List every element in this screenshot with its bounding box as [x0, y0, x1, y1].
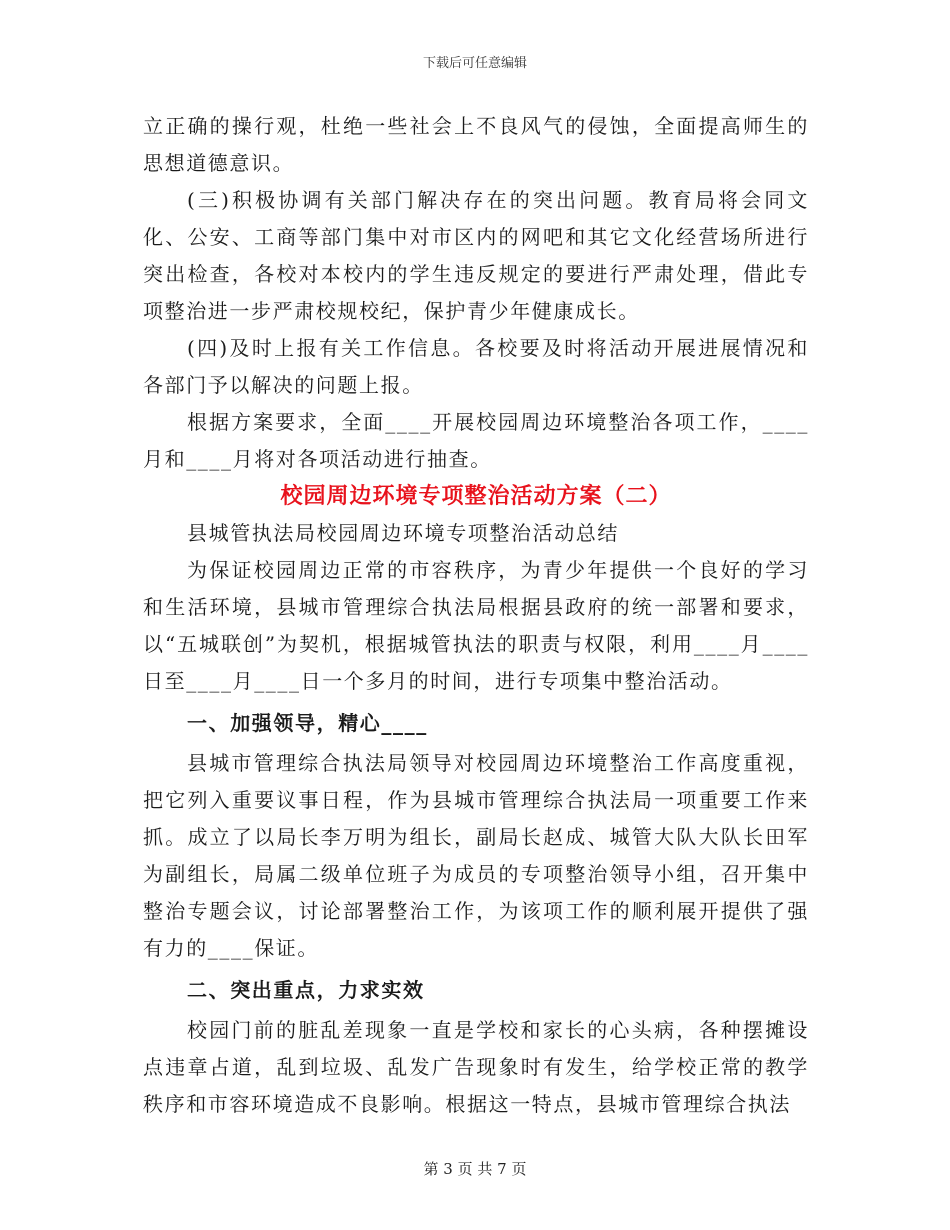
page-header: 下载后可任意编辑: [422, 56, 527, 71]
paragraph-requirements: 根据方案要求，全面____开展校园周边环境整治各项工作，____月和____月将对各项活动进行抽查。: [143, 410, 809, 471]
page-footer: 第 3 页 共 7 页: [423, 1160, 527, 1178]
paragraph-intro: 为保证校园周边正常的市容秩序，为青少年提供一个良好的学习和生活环境，县城市管理综合执法局根据县政府的统一部署和要求，以“五城联创”为契机，根据城管执法的职责与权限，利用____月____日至____月____日一个多月的时间，进行专项集中整治活动。: [143, 558, 809, 693]
subtitle-summary: 县城管执法局校园周边环境专项整治活动总结: [187, 521, 619, 545]
paragraph-item-3: (三)积极协调有关部门解决存在的突出问题。教育局将会同文化、公安、工商等部门集中对市区内的网吧和其它文化经营场所进行突出检查，各校对本校内的学生违反规定的要进行严肃处理，借此专项整治进一步严肃校规校纪，保护青少年健康成长。: [143, 188, 809, 323]
paragraph-leadership: 县城市管理综合执法局领导对校园周边环境整治工作高度重视，把它列入重要议事日程，作为县城市管理综合执法局一项重要工作来抓。成立了以局长李万明为组长，副局长赵成、城管大队大队长田军为副组长，局属二级单位班子为成员的专项整治领导小组，召开集中整治专题会议，讨论部署整治工作，为该项工作的顺利展开提供了强有力的____保证。: [143, 751, 809, 960]
paragraph-item-4: (四)及时上报有关工作信息。各校要及时将活动开展进展情况和各部门予以解决的问题上报。: [143, 336, 809, 397]
heading-focus: 二、突出重点，力求实效: [187, 978, 425, 1002]
paragraph-continuation: 立正确的操行观，杜绝一些社会上不良风气的侵蚀，全面提高师生的思想道德意识。: [143, 114, 809, 175]
document-body: [143, 108, 809, 1123]
heading-leadership: 一、加强领导，精心____: [187, 711, 428, 735]
section-title: 校园周边环境专项整治活动方案（二）: [280, 484, 672, 509]
paragraph-focus: 校园门前的脏乱差现象一直是学校和家长的心头病，各种摆摊设点违章占道，乱到垃圾、乱发广告现象时有发生，给学校正常的教学秩序和市容环境造成不良影响。根据这一特点，县城市管理综合执法: [143, 1018, 809, 1116]
